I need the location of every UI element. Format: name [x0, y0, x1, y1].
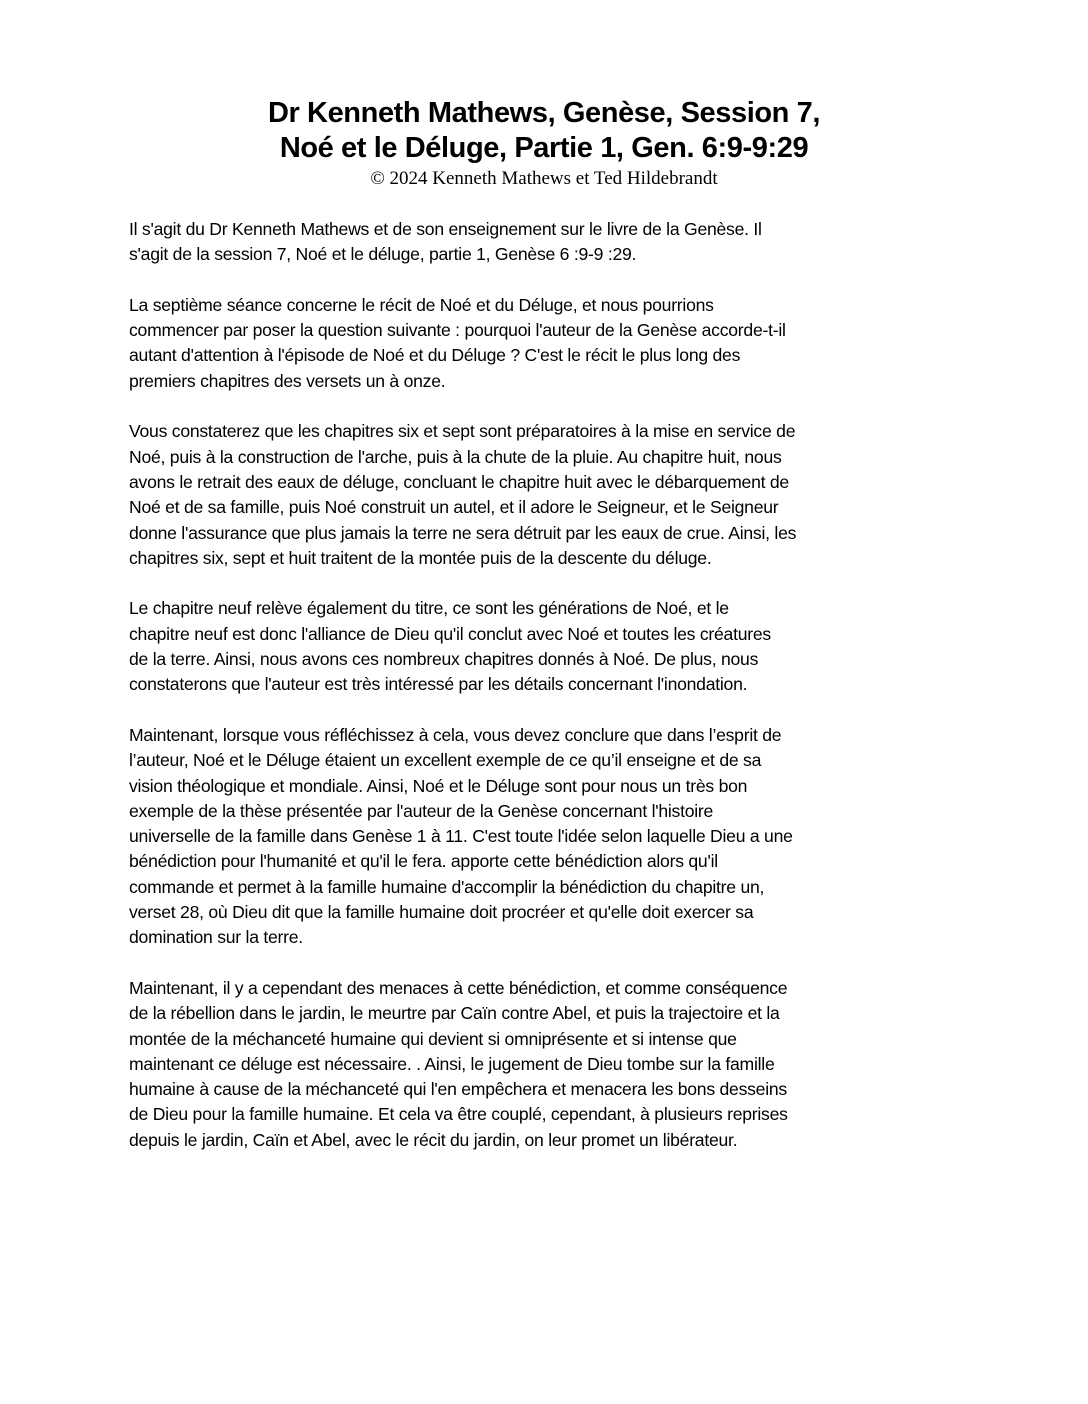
text-line: chapitre neuf est donc l'alliance de Dieu qu'il conclut avec Noé et toutes les créatures — [129, 623, 771, 644]
text-line: chapitres six, sept et huit traitent de la montée puis de la descente du déluge. — [129, 547, 712, 568]
paragraph — [129, 419, 969, 571]
text-line: constaterons que l'auteur est très intéressé par les détails concernant l'inondation. — [129, 674, 748, 695]
text-line: maintenant ce déluge est nécessaire. . Ainsi, le jugement de Dieu tombe sur la famille — [129, 1053, 775, 1074]
text-line: depuis le jardin, Caïn et Abel, avec le récit du jardin, on leur promet un libérateur. — [129, 1129, 738, 1150]
paragraph — [129, 723, 969, 951]
text-line: commencer par poser la question suivante : pourquoi l'auteur de la Genèse accorde-t-il — [129, 320, 786, 341]
title-line: Noé et le Déluge, Partie 1, Gen. 6:9-9:29 — [279, 132, 809, 164]
text-line: donne l'assurance que plus jamais la terre ne sera détruit par les eaux de crue. Ainsi, les — [129, 522, 797, 543]
text-line: montée de la méchanceté humaine qui devient si omniprésente et si intense que — [129, 1028, 737, 1049]
text-line: de la terre. Ainsi, nous avons ces nombreux chapitres donnés à Noé. De plus, nous — [129, 649, 759, 670]
text-line: verset 28, où Dieu dit que la famille humaine doit procréer et qu'elle doit exercer sa — [129, 902, 754, 923]
text-line: La septième séance concerne le récit de Noé et du Déluge, et nous pourrions — [129, 294, 714, 315]
text-line: vision théologique et mondiale. Ainsi, Noé et le Déluge sont pour nous un très bon — [129, 775, 748, 796]
text-line: Noé et de sa famille, puis Noé construit un autel, et il adore le Seigneur, et le Seigneur — [129, 497, 779, 518]
copyright-notice: © 2024 Kenneth Mathews et Ted Hildebrandt — [370, 168, 718, 189]
text-line: bénédiction pour l'humanité et qu'il le fera. apporte cette bénédiction alors qu'il — [129, 851, 718, 872]
text-line: l’auteur, Noé et le Déluge étaient un excellent exemple de ce qu’il enseigne et de sa — [129, 750, 762, 771]
text-line: commande et permet à la famille humaine d'accomplir la bénédiction du chapitre un, — [129, 876, 765, 897]
text-line: premiers chapitres des versets un à onze. — [129, 370, 446, 391]
text-line: exemple de la thèse présentée par l'auteur de la Genèse concernant l'histoire — [129, 800, 714, 821]
title-line: Dr Kenneth Mathews, Genèse, Session 7, — [267, 97, 821, 129]
text-line: Noé, puis à la construction de l'arche, puis à la chute de la pluie. Au chapitre huit, nous — [129, 446, 782, 467]
text-line: autant d'attention à l'épisode de Noé et du Déluge ? C'est le récit le plus long des — [129, 345, 741, 366]
text-line: Vous constaterez que les chapitres six et sept sont préparatoires à la mise en service de — [129, 421, 796, 442]
paragraph — [129, 596, 969, 697]
text-line: domination sur la terre. — [129, 927, 303, 948]
text-line: universelle de la famille dans Genèse 1 à 11. C'est toute l'idée selon laquelle Dieu a une — [129, 826, 793, 847]
text-line: Maintenant, il y a cependant des menaces à cette bénédiction, et comme conséquence — [129, 977, 788, 998]
text-line: Il s'agit du Dr Kenneth Mathews et de son enseignement sur le livre de la Genèse. Il — [129, 219, 762, 239]
paragraph — [129, 976, 969, 1153]
paragraph — [129, 293, 969, 394]
text-line: de Dieu pour la famille humaine. Et cela va être couplé, cependant, à plusieurs reprises — [129, 1104, 788, 1125]
paragraph — [129, 217, 969, 268]
text-line: avons le retrait des eaux de déluge, concluant le chapitre huit avec le débarquement de — [129, 471, 789, 492]
document-title — [0, 96, 1088, 166]
document-body — [129, 217, 969, 1178]
text-line: de la rébellion dans le jardin, le meurtre par Caïn contre Abel, et puis la trajectoire et la — [129, 1003, 780, 1024]
text-line: s'agit de la session 7, Noé et le déluge, partie 1, Genèse 6 :9-9 :29. — [129, 244, 637, 265]
text-line: Le chapitre neuf relève également du titre, ce sont les générations de Noé, et le — [129, 598, 729, 619]
text-line: Maintenant, lorsque vous réfléchissez à cela, vous devez conclure que dans l’esprit de — [129, 724, 782, 745]
text-line: humaine à cause de la méchanceté qui l'en empêchera et menacera les bons desseins — [129, 1079, 787, 1100]
